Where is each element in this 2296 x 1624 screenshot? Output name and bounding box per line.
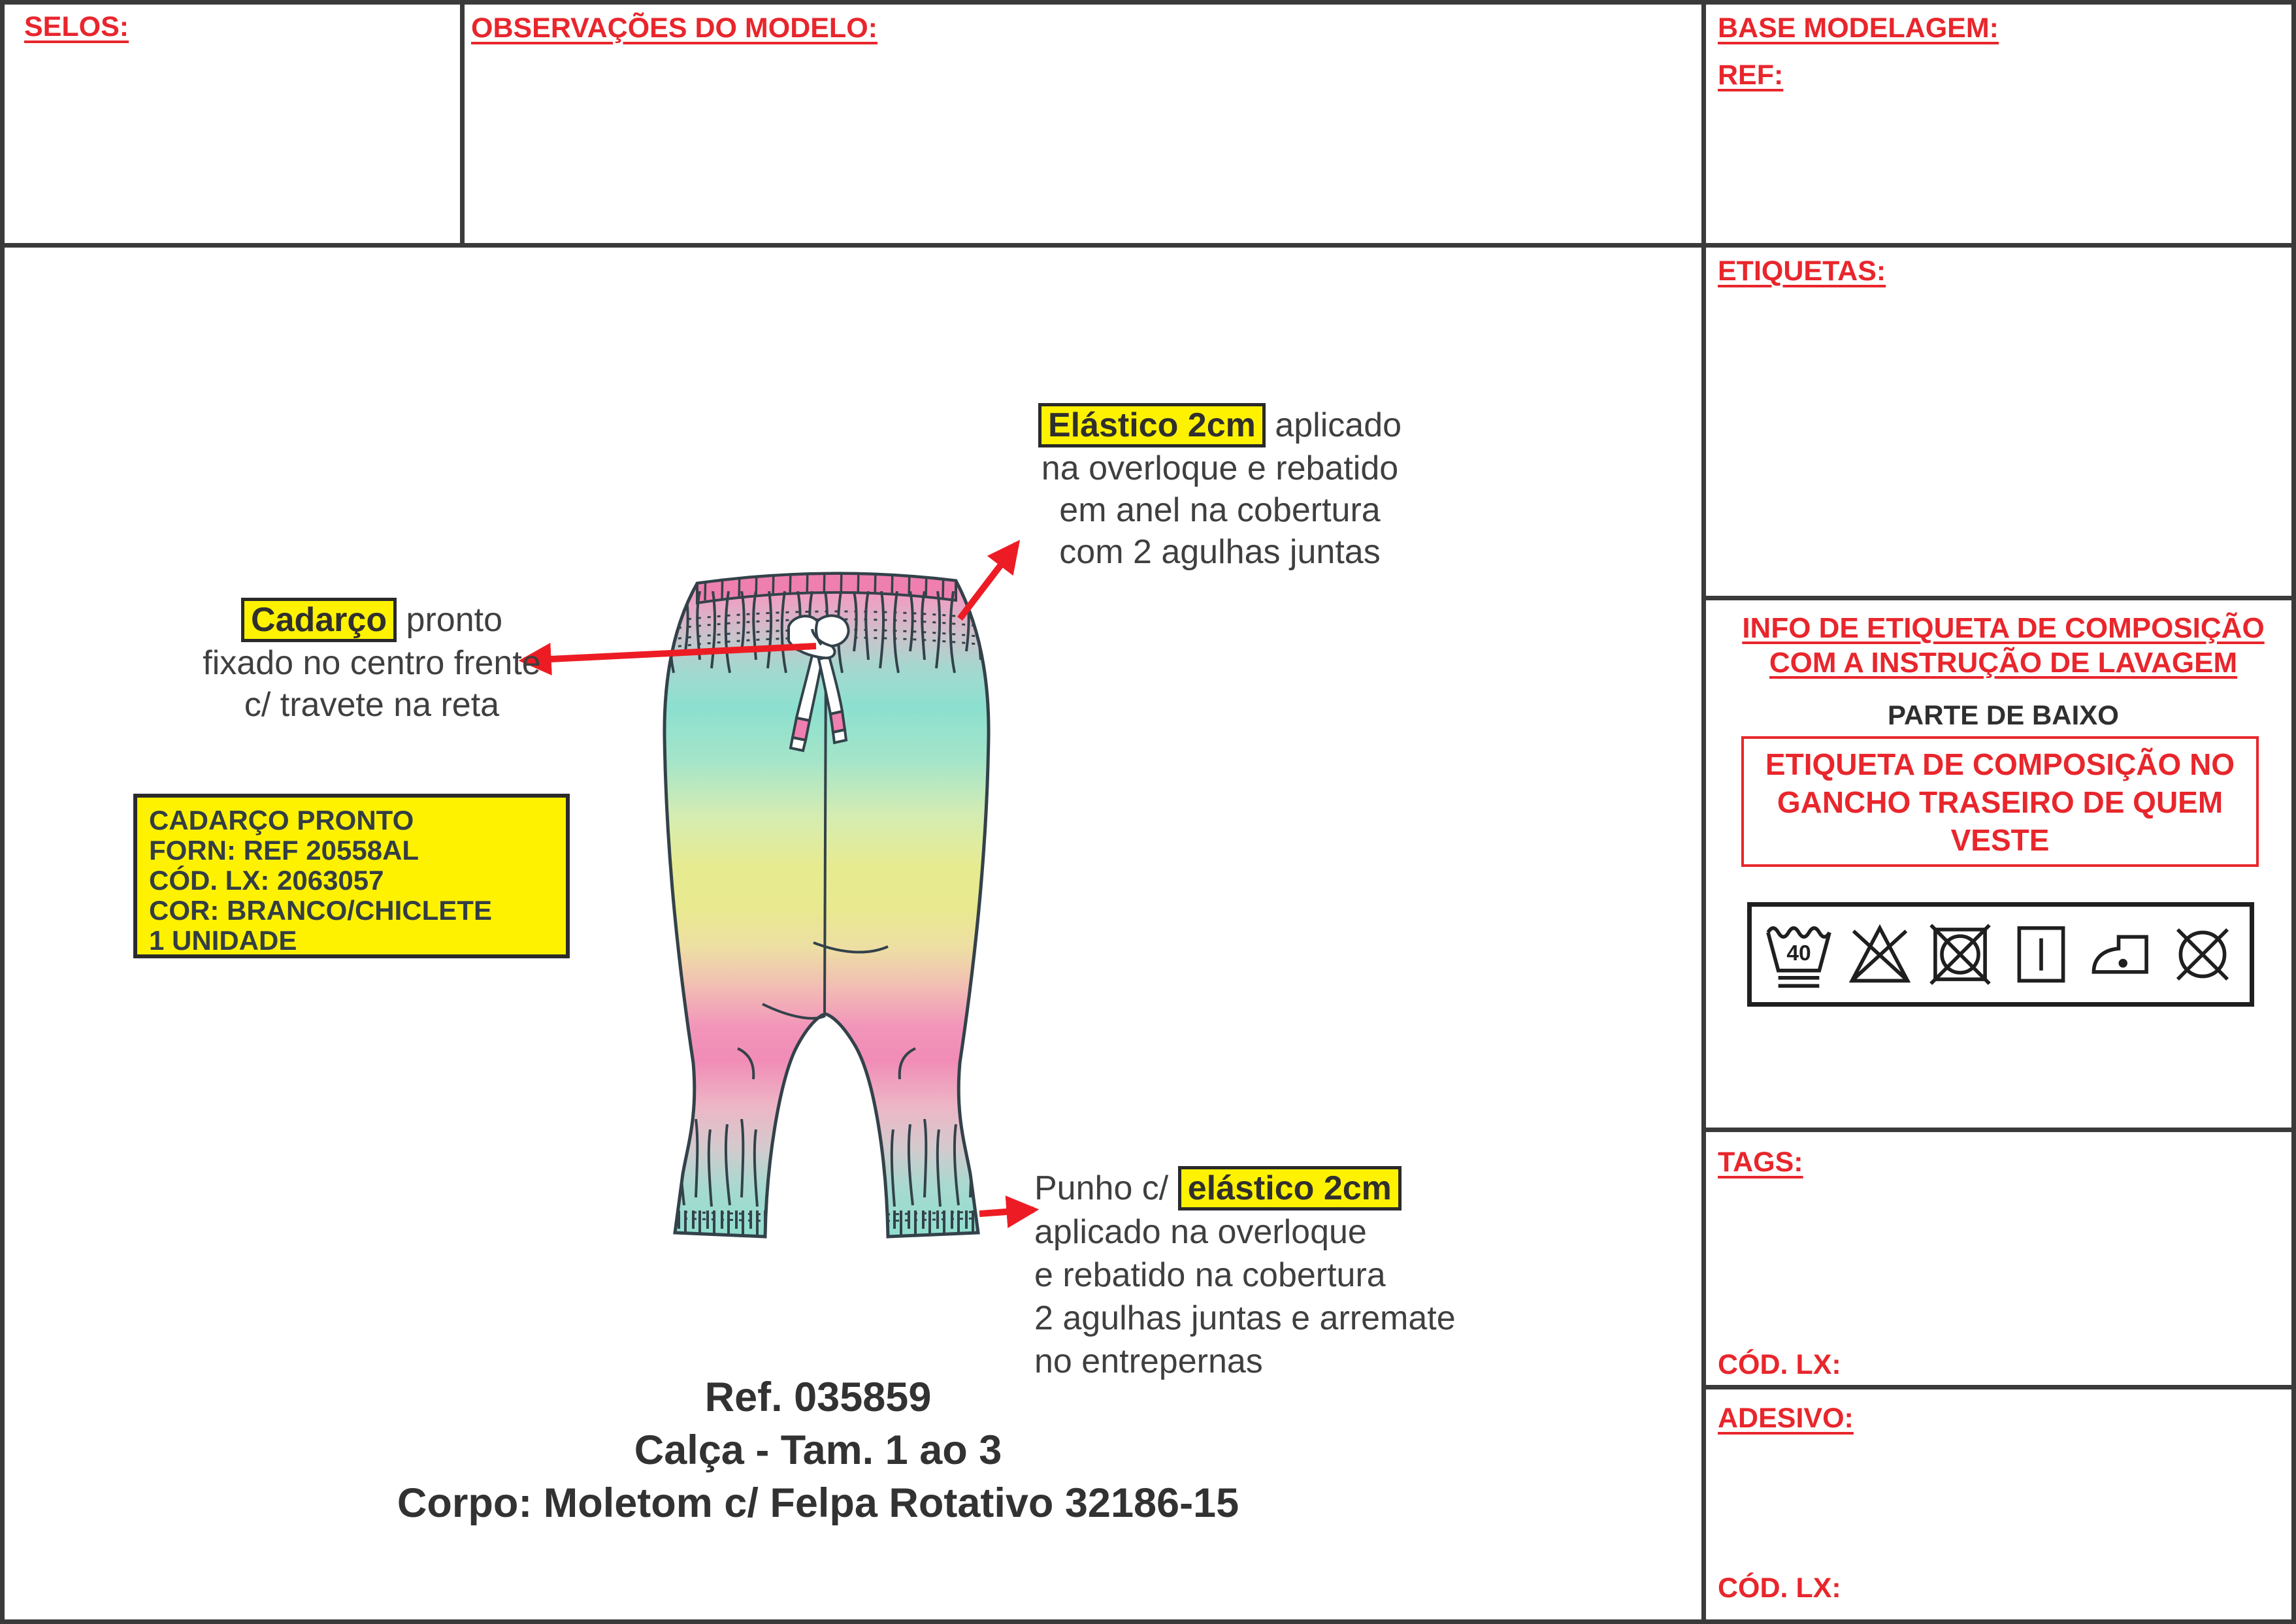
wash-40-icon [1762,915,1835,994]
punho-highlight: elástico 2cm [1178,1166,1402,1210]
base-modelagem-heading: BASE MODELAGEM: [1718,12,1999,44]
divider-selos-observacoes [460,5,465,243]
punho-line3: e rebatido na cobertura [1034,1256,1386,1294]
do-not-bleach-icon [1843,915,1916,994]
line-dry-icon [2005,915,2078,994]
svg-text:40: 40 [1786,941,1811,966]
style-ref: Ref. 035859 [704,1374,932,1420]
spec-line2: FORN: REF 20558AL [149,835,419,866]
punho-line4: 2 agulhas juntas e arremate [1034,1299,1456,1337]
divider-info-tags [1701,1128,2291,1132]
elastico-highlight: Elástico 2cm [1038,403,1266,447]
spec-line5: 1 UNIDADE [149,925,297,956]
style-title [230,1371,1406,1530]
style-size-range: Calça - Tam. 1 ao 3 [634,1427,1002,1473]
punho-arrow [979,1210,1034,1214]
divider-tags-adesivo [1701,1385,2291,1389]
observacoes-heading: OBSERVAÇÕES DO MODELO: [471,12,877,44]
cuffs [675,1119,978,1237]
punho-before: Punho c/ [1034,1169,1178,1207]
elastico-line3: em anel na cobertura [1059,491,1381,529]
composicao-line2: GANCHO TRASEIRO DE QUEM [1777,785,2223,819]
cadarco-annotation [143,598,600,726]
cod-lx-adesivo-label: CÓD. LX: [1718,1572,1841,1604]
cadarco-highlight: Cadarço [241,598,397,642]
selos-heading: SELOS: [24,11,129,42]
punho-line2: aplicado na overloque [1034,1213,1367,1251]
care-symbols-box [1747,902,2254,1007]
punho-line5: no entrepernas [1034,1342,1263,1380]
divider-top-row [5,243,2291,248]
spec-line4: COR: BRANCO/CHICLETE [149,895,492,926]
elastico-rest: aplicado [1265,406,1402,444]
cod-lx-tags-label: CÓD. LX: [1718,1349,1841,1380]
punho-annotation [1034,1166,1622,1383]
divider-right-column [1701,5,1706,1619]
elastico-annotation [991,403,1449,573]
composicao-note-box [1741,736,2259,867]
cadarco-rest: pronto [397,601,502,639]
iron-low-heat-icon [2085,915,2158,994]
info-etiqueta-line2: COM A INSTRUÇÃO DE LAVAGEM [1769,647,2238,679]
cadarco-line2: fixado no centro frente [203,644,541,682]
tags-heading: TAGS: [1718,1146,1803,1178]
elastico-line2: na overloque e rebatido [1041,449,1399,487]
composicao-line3: VESTE [1950,823,2050,857]
do-not-tumble-dry-icon [1924,915,1997,994]
cadarco-line3: c/ travete na reta [244,686,500,724]
style-fabric: Corpo: Moletom c/ Felpa Rotativo 32186-15 [397,1480,1239,1526]
composicao-line1: ETIQUETA DE COMPOSIÇÃO NO [1765,747,2235,781]
etiquetas-heading: ETIQUETAS: [1718,255,1886,287]
adesivo-heading: ADESIVO: [1718,1403,1854,1434]
elastico-line4: com 2 agulhas juntas [1059,533,1381,571]
info-etiqueta-heading [1711,611,2295,680]
ref-heading: REF: [1718,59,1784,91]
info-etiqueta-line1: INFO DE ETIQUETA DE COMPOSIÇÃO [1742,612,2265,644]
spec-line3: CÓD. LX: 2063057 [149,865,384,896]
cadarco-spec-box [133,794,570,958]
do-not-dry-clean-icon [2166,915,2239,994]
spec-line1: CADARÇO PRONTO [149,805,414,836]
divider-etiquetas-info [1701,596,2291,600]
parte-de-baixo-label: PARTE DE BAIXO [1888,700,2119,730]
